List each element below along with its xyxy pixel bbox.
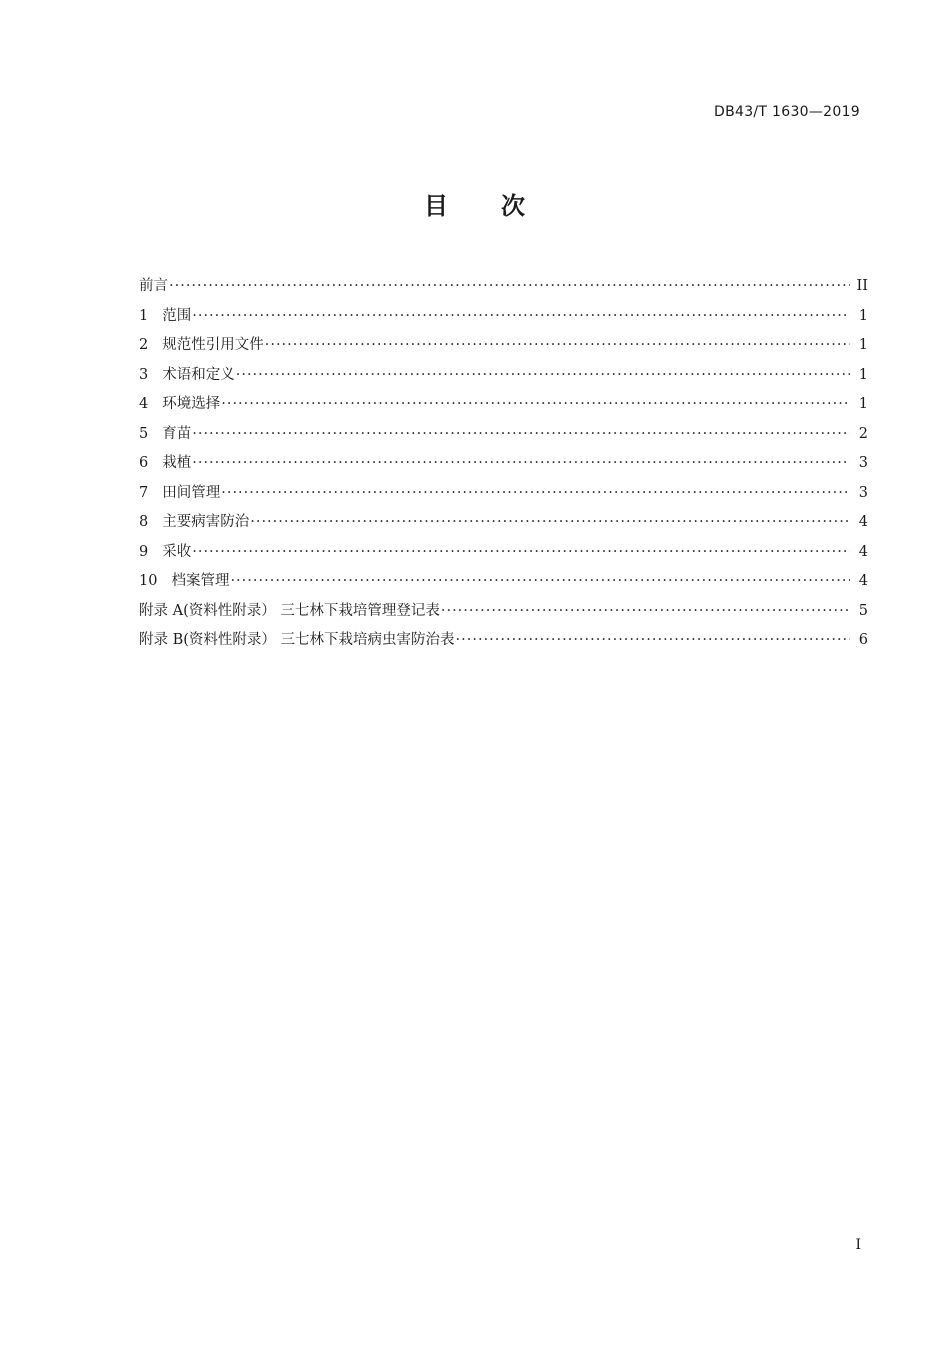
toc-entry-page: 6 <box>858 632 868 648</box>
toc-leader-dots <box>192 420 850 450</box>
toc-leader-dots <box>250 508 850 538</box>
toc-leader-dots <box>265 331 850 361</box>
page-number: I <box>855 1237 861 1253</box>
toc-entry-9[interactable] <box>139 538 868 568</box>
toc-entry-number: 7 <box>139 484 149 501</box>
toc-entry-page: 4 <box>858 514 868 530</box>
toc-entry-label: 主要病害防治 <box>162 514 250 530</box>
toc-entry-appendix-a[interactable] <box>139 597 868 627</box>
toc-entry-label: 附录 B(资料性附录） 三七林下栽培病虫害防治表 <box>139 632 455 648</box>
toc-entry-label: 档案管理 <box>171 573 230 589</box>
toc-entry-page: 4 <box>858 573 868 589</box>
toc-entry-page: 1 <box>858 337 868 353</box>
toc-entry-number: 1 <box>139 307 149 324</box>
toc-entry-number: 10 <box>139 573 158 589</box>
toc-entry-page: 1 <box>858 366 868 383</box>
toc-entry-3[interactable] <box>139 361 868 391</box>
toc-leader-dots <box>230 567 850 597</box>
title-char-1: 目 <box>424 192 449 220</box>
toc-leader-dots <box>236 361 850 391</box>
toc-leader-dots <box>192 449 850 479</box>
toc-entry-1[interactable] <box>139 302 868 332</box>
table-of-contents <box>139 272 868 656</box>
toc-leader-dots <box>221 479 850 509</box>
toc-entry-page: 5 <box>858 602 868 619</box>
toc-entry-5[interactable] <box>139 420 868 450</box>
toc-leader-dots <box>221 390 850 420</box>
toc-entry-label: 前言 <box>139 278 168 294</box>
toc-leader-dots <box>192 538 850 568</box>
toc-entry-6[interactable] <box>139 449 868 479</box>
toc-entry-7[interactable] <box>139 479 868 509</box>
toc-entry-label: 田间管理 <box>162 484 221 501</box>
toc-leader-dots <box>169 272 850 302</box>
toc-entry-label: 栽植 <box>162 455 192 471</box>
toc-entry-page: 3 <box>858 455 868 471</box>
toc-leader-dots <box>192 302 850 332</box>
document-code: DB43/T 1630—2019 <box>714 104 860 120</box>
toc-entry-appendix-b[interactable] <box>139 626 868 656</box>
toc-entry-label: 环境选择 <box>162 396 221 412</box>
toc-entry-label: 范围 <box>162 307 192 324</box>
toc-entry-label: 规范性引用文件 <box>162 337 264 353</box>
toc-entry-number: 3 <box>139 366 149 383</box>
toc-entry-4[interactable] <box>139 390 868 420</box>
toc-entry-number: 2 <box>139 337 149 353</box>
toc-leader-dots <box>441 597 850 627</box>
toc-entry-page: II <box>856 278 868 294</box>
title-char-2: 次 <box>501 192 526 220</box>
toc-entry-label: 术语和定义 <box>162 366 235 383</box>
toc-entry-number: 6 <box>139 455 149 471</box>
page-title <box>0 186 950 221</box>
toc-entry-number: 4 <box>139 396 149 412</box>
toc-entry-page: 1 <box>858 307 868 324</box>
toc-entry-number: 5 <box>139 425 149 442</box>
toc-entry-label: 采收 <box>162 543 192 560</box>
toc-entry-page: 2 <box>858 425 868 442</box>
toc-entry-label: 育苗 <box>162 425 192 442</box>
toc-entry-10[interactable] <box>139 567 868 597</box>
toc-entry-page: 1 <box>858 396 868 412</box>
toc-entry-8[interactable] <box>139 508 868 538</box>
toc-entry-number: 9 <box>139 543 149 560</box>
toc-entry-foreword[interactable] <box>139 272 868 302</box>
toc-entry-label: 附录 A(资料性附录） 三七林下栽培管理登记表 <box>139 602 440 619</box>
toc-entry-page: 3 <box>858 484 868 501</box>
toc-entry-number: 8 <box>139 514 149 530</box>
toc-entry-2[interactable] <box>139 331 868 361</box>
toc-entry-page: 4 <box>858 543 868 560</box>
toc-leader-dots <box>456 626 850 656</box>
